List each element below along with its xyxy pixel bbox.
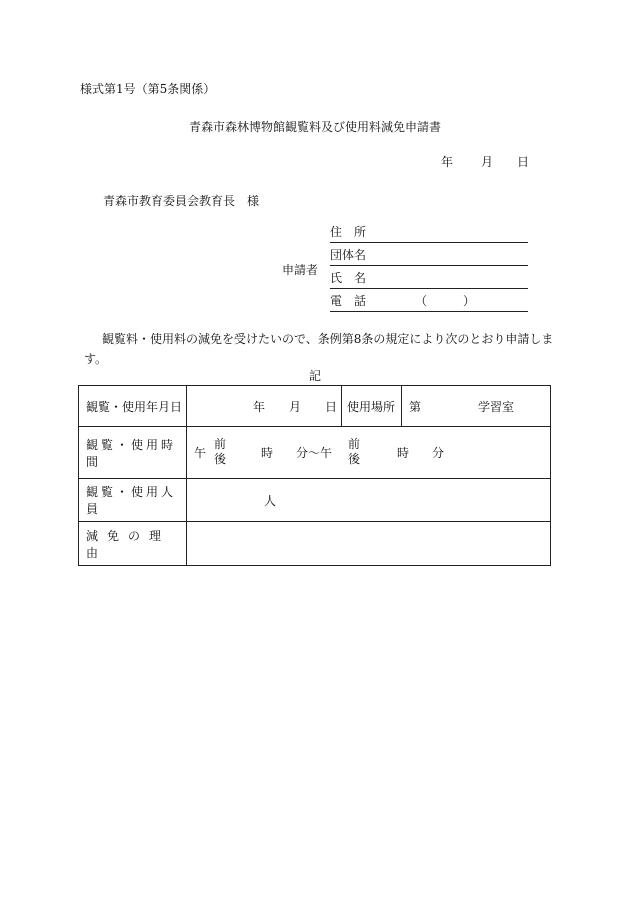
end-hour[interactable]: 時 [397,446,410,460]
date-year-cell[interactable]: 年 [253,400,266,414]
date-year-label: 年 [441,155,454,169]
date-day-cell[interactable]: 日 [325,400,338,414]
end-pm: 後 [348,452,361,466]
start-ampm[interactable] [214,437,226,467]
reason-row-label: 減免の理由 [79,522,187,565]
name-field[interactable] [330,272,528,289]
address-label: 住 所 [330,225,367,239]
people-count-cell[interactable]: 人 [264,494,277,508]
table-row-people [79,479,550,522]
table-row-date [79,386,550,427]
addressee: 青森市教育委員会教育長 様 [103,194,260,208]
place-prefix: 第 [409,400,422,414]
date-month-cell[interactable]: 月 [289,400,302,414]
time-row-label: 観覧・使用時間 [79,427,187,478]
request-body-text: 観覧料・使用料の減免を受けたいので、条例第8条の規定により次のとおり申請します。 [84,332,554,366]
end-minute[interactable]: 分 [432,446,445,460]
date-line [441,156,529,168]
document-title: 青森市森林博物館観覧料及び使用料減免申請書 [188,120,441,134]
phone-area-code-parens: （ ） [415,294,476,308]
phone-label: 電 話 [330,294,367,308]
end-am: 前 [348,437,361,451]
phone-field[interactable] [330,295,528,312]
date-day-label: 日 [517,155,530,169]
organization-field[interactable] [330,249,528,266]
start-hour[interactable]: 時 [261,446,274,460]
ki-heading: 記 [308,369,321,383]
start-minute-to[interactable]: 分～午 [296,446,333,460]
name-label: 氏 名 [330,271,367,285]
applicant-label: 申請者 [282,263,319,277]
date-row-label: 観覧・使用年月日 [79,386,187,426]
place-room-cell[interactable]: 学習室 [478,400,515,414]
time-start-prefix: 午 [194,446,207,460]
start-am: 前 [214,437,227,451]
table-row-reason [79,522,550,565]
place-row-label: 使用場所 [347,400,396,414]
form-number: 様式第1号（第5条関係） [80,82,216,96]
application-table [78,385,551,566]
organization-label: 団体名 [330,248,367,262]
people-row-label: 観覧・使用人員 [79,479,187,521]
table-row-time [79,427,550,479]
address-field[interactable] [330,226,528,243]
date-month-label: 月 [481,155,494,169]
start-pm: 後 [214,452,227,466]
end-ampm[interactable] [348,437,360,467]
